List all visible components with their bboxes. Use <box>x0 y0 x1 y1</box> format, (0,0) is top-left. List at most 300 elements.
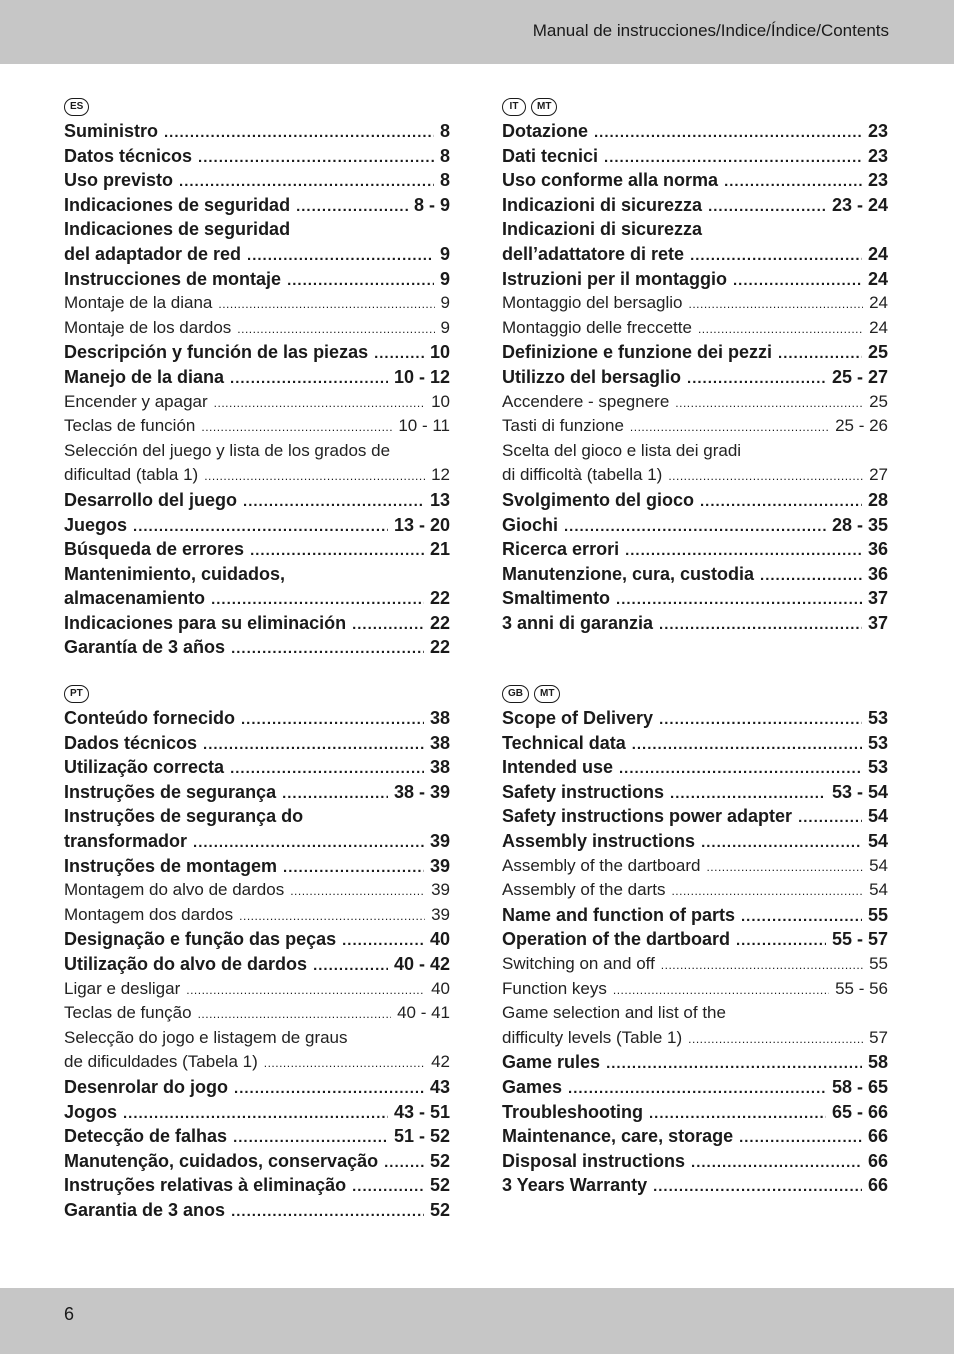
toc-entry <box>502 217 888 242</box>
toc-entry-page: 10 - 12 <box>393 366 450 387</box>
toc-entry-title: Dati tecnici <box>502 145 599 166</box>
toc-entry <box>502 1026 888 1051</box>
toc-entry-title: Montaggio delle freccette <box>502 317 692 337</box>
toc-entry <box>64 390 450 415</box>
toc-entry-page: 58 - 65 <box>831 1076 888 1097</box>
toc-entry-leader <box>231 637 424 660</box>
toc-entry-page: 65 - 66 <box>831 1101 888 1122</box>
toc-entry-leader <box>237 317 434 341</box>
toc-section-es <box>64 95 450 660</box>
toc-entry-title: Function keys <box>502 978 607 998</box>
toc-entry-leader <box>204 464 425 488</box>
toc-entry <box>502 804 888 829</box>
toc-entry-title: dell’adattatore di rete <box>502 243 685 264</box>
toc-entry-page: 54 <box>867 806 888 827</box>
toc-entry-leader <box>290 879 425 903</box>
toc-entry-title: Accendere - spegnere <box>502 391 670 411</box>
toc-entry <box>64 1100 450 1125</box>
toc-entry-title: Manutenção, cuidados, conservação <box>64 1150 379 1171</box>
toc-entry-page: 23 <box>867 121 888 141</box>
toc-entry-page: 58 <box>867 1052 888 1073</box>
toc-entry-leader <box>671 879 863 903</box>
toc-entry-page: 25 - 27 <box>831 366 888 387</box>
toc-entry-leader <box>736 929 826 952</box>
toc-entry-leader <box>689 292 864 316</box>
toc-entry-leader <box>760 564 862 587</box>
toc-entry-page: 8 - 9 <box>413 194 450 215</box>
toc-entry-title: Desarrollo del juego <box>64 489 238 510</box>
toc-entry-page: 22 <box>429 588 450 609</box>
toc-entry-title: de dificuldades (Tabela 1) <box>64 1052 258 1072</box>
toc-entry-page: 23 <box>867 145 888 166</box>
toc-entry-page: 10 - 11 <box>398 416 450 436</box>
toc-entry-leader <box>659 613 862 636</box>
toc-entry <box>64 340 450 365</box>
toc-entry-title: Game selection and list of the <box>502 1003 726 1023</box>
toc-entry-leader <box>283 856 424 879</box>
toc-entry <box>502 340 888 365</box>
toc-entry-title: Datos técnicos <box>64 145 193 166</box>
toc-entry-page: 28 <box>867 489 888 510</box>
toc-entry <box>502 780 888 805</box>
language-badge: MT <box>531 98 557 116</box>
toc-entry <box>64 977 450 1002</box>
toc-entry-page: 53 <box>867 757 888 778</box>
toc-entry-title: Istruzioni per il montaggio <box>502 268 727 289</box>
toc-entry-page: 55 - 56 <box>835 978 888 998</box>
toc-entry <box>64 119 450 144</box>
toc-entry <box>64 611 450 636</box>
toc-entry-leader <box>352 1175 424 1198</box>
toc-entry-page: 36 <box>867 539 888 560</box>
toc-entry-page: 10 <box>431 391 450 411</box>
toc-entry-leader <box>632 733 862 756</box>
toc-entry <box>64 242 450 267</box>
toc-entry-leader <box>264 1051 425 1075</box>
toc-entry-page: 23 <box>867 170 888 191</box>
toc-entry <box>502 267 888 292</box>
toc-entry-leader <box>690 244 862 267</box>
toc-entry-page: 23 - 24 <box>831 194 888 215</box>
toc-entry-title: Instrucciones de montaje <box>64 268 282 289</box>
toc-entry-title: Disposal instructions <box>502 1150 686 1171</box>
toc-entry <box>64 952 450 977</box>
toc-entry-leader <box>706 855 863 879</box>
toc-entry-title: Conteúdo fornecido <box>64 708 235 728</box>
toc-entry-leader <box>675 391 863 415</box>
toc-section-gb <box>502 682 888 1198</box>
toc-entry <box>502 586 888 611</box>
toc-entry-title: Garantía de 3 años <box>64 637 226 658</box>
toc-entry-page: 22 <box>429 637 450 658</box>
toc-entry-title: Troubleshooting <box>502 1101 643 1122</box>
toc-entry-title: Dotazione <box>502 121 589 141</box>
toc-entry-leader <box>724 170 862 193</box>
toc-entry-page: 66 <box>867 1150 888 1171</box>
toc-entry-leader <box>231 1200 424 1223</box>
toc-entry-title: Juegos <box>64 514 128 535</box>
toc-entry-leader <box>708 195 826 218</box>
toc-entry-title: Teclas de función <box>64 416 196 436</box>
toc-entry-title: di difficoltà (tabella 1) <box>502 465 663 485</box>
toc-entry-page: 40 - 41 <box>397 1003 450 1023</box>
toc-entry-leader <box>198 146 434 169</box>
toc-entry-title: Safety instructions power adapter <box>502 806 793 827</box>
toc-entry-title: Montaje de la diana <box>64 293 213 313</box>
toc-entry-title: transformador <box>64 830 188 851</box>
toc-entry-title: Operation of the dartboard <box>502 929 731 950</box>
toc-entry-page: 39 <box>431 880 450 900</box>
toc-entry <box>64 168 450 193</box>
toc-entry-leader <box>282 782 388 805</box>
toc-entry <box>64 586 450 611</box>
toc-entry-leader <box>741 905 862 928</box>
toc-entry-leader <box>193 831 424 854</box>
toc-entry <box>64 217 450 242</box>
toc-entry-leader <box>604 146 862 169</box>
toc-entry-page: 9 <box>440 293 450 313</box>
toc-entry-leader <box>250 539 424 562</box>
toc-entry-page: 38 <box>429 757 450 778</box>
toc-entry-page: 53 <box>867 732 888 753</box>
language-badge: PT <box>64 685 89 703</box>
toc-entry <box>64 463 450 488</box>
toc-entry-leader <box>625 539 862 562</box>
toc-entry <box>64 878 450 903</box>
toc-entry <box>502 168 888 193</box>
toc-entry-title: Utilizzo del bersaglio <box>502 366 682 387</box>
toc-entry <box>502 1173 888 1198</box>
toc-entry-leader <box>203 733 424 756</box>
toc-entry-leader <box>564 515 826 538</box>
toc-entry-leader <box>201 415 392 439</box>
toc-entry-page: 38 <box>429 708 450 728</box>
toc-entry-title: Ligar e desligar <box>64 978 181 998</box>
toc-entry-leader <box>123 1102 388 1125</box>
toc-entry-title: Technical data <box>502 732 626 753</box>
toc-entry <box>502 414 888 439</box>
toc-entry-title: Descripción y función de las piezas <box>64 342 369 363</box>
language-badge: MT <box>534 685 560 703</box>
toc-entry <box>64 1050 450 1075</box>
toc-entry <box>64 829 450 854</box>
toc-entry-page: 40 <box>431 978 450 998</box>
toc-entry-leader <box>296 195 408 218</box>
toc-entry-page: 36 <box>867 563 888 584</box>
toc-entry <box>502 513 888 538</box>
toc-entry-title: Games <box>502 1076 563 1097</box>
toc-entry-title: Mantenimiento, cuidados, <box>64 563 286 584</box>
toc-entry <box>502 537 888 562</box>
toc-entry-leader <box>739 1126 862 1149</box>
footer-bar <box>0 1288 954 1354</box>
toc-section-pt <box>64 682 450 1222</box>
toc-entry-title: Assembly of the darts <box>502 880 666 900</box>
toc-entry-title: Montaje de los dardos <box>64 317 232 337</box>
toc-entry-page: 13 - 20 <box>393 514 450 535</box>
toc-entry-page: 25 - 26 <box>835 416 888 436</box>
toc-entry <box>64 537 450 562</box>
toc-entry-page: 57 <box>869 1027 888 1047</box>
toc-entry-page: 54 <box>869 880 888 900</box>
toc-entry-title: del adaptador de red <box>64 243 242 264</box>
toc-entry-leader <box>230 367 388 390</box>
toc-entry-title: Uso previsto <box>64 170 174 191</box>
toc-entry-leader <box>214 391 425 415</box>
language-badges <box>64 682 450 706</box>
toc-entry <box>64 562 450 587</box>
toc-entry-title: Maintenance, care, storage <box>502 1126 734 1147</box>
toc-entry <box>502 119 888 144</box>
toc-entry-leader <box>241 708 424 731</box>
toc-entry-page: 24 <box>869 317 888 337</box>
toc-entry-leader <box>659 708 862 731</box>
toc-entry-leader <box>198 1002 391 1026</box>
toc-entry <box>64 755 450 780</box>
toc-entry-title: Assembly instructions <box>502 830 696 851</box>
toc-entry <box>502 390 888 415</box>
toc-entry-page: 9 <box>440 317 450 337</box>
toc-entry <box>502 706 888 731</box>
toc-entry-leader <box>661 953 863 977</box>
toc-entry-page: 24 <box>867 268 888 289</box>
toc-entry-leader <box>798 806 862 829</box>
toc-entry-page: 53 <box>867 708 888 728</box>
toc-entry-title: Intended use <box>502 757 614 778</box>
toc-entry-leader <box>313 954 388 977</box>
toc-entry-title: Game rules <box>502 1052 601 1073</box>
language-badges <box>502 95 888 119</box>
toc-entry-title: Selecção do jogo e listagem de graus <box>64 1027 348 1047</box>
toc-entry-leader <box>133 515 388 538</box>
toc-entry <box>64 1173 450 1198</box>
toc-entry-leader <box>594 121 862 144</box>
toc-entry <box>502 488 888 513</box>
toc-entry-leader <box>619 757 862 780</box>
toc-entry-leader <box>384 1151 424 1174</box>
toc-entry-leader <box>700 490 862 513</box>
toc-entry <box>64 927 450 952</box>
toc-entry-title: Selección del juego y lista de los grados de <box>64 440 391 460</box>
toc-entry-leader <box>230 757 424 780</box>
toc-entry-title: Utilização do alvo de dardos <box>64 953 308 974</box>
toc-entry <box>64 1124 450 1149</box>
toc-entry-title: Indicazioni di sicurezza <box>502 219 703 240</box>
toc-entry-leader <box>670 782 826 805</box>
toc-entry <box>64 316 450 341</box>
toc-entry-title: Manejo de la diana <box>64 366 225 387</box>
toc-entry-title: Uso conforme alla norma <box>502 170 719 191</box>
toc-entry-page: 28 - 35 <box>831 514 888 535</box>
toc-entry <box>64 1198 450 1223</box>
toc-entry-page: 13 <box>429 489 450 510</box>
toc-entry-title: Name and function of parts <box>502 904 736 925</box>
toc-entry <box>64 291 450 316</box>
toc-entry <box>502 562 888 587</box>
toc-entry <box>502 1050 888 1075</box>
toc-entry-title: Montaggio del bersaglio <box>502 293 683 313</box>
toc-entry-title: Montagem do alvo de dardos <box>64 880 285 900</box>
toc-entry <box>502 611 888 636</box>
toc-entry-leader <box>701 831 862 854</box>
toc-entry-page: 37 <box>867 612 888 633</box>
toc-entry-page: 21 <box>429 539 450 560</box>
toc-entry-leader <box>186 978 425 1002</box>
toc-entry <box>64 731 450 756</box>
toc-entry <box>502 952 888 977</box>
toc-entry-leader <box>616 588 862 611</box>
toc-entry <box>502 463 888 488</box>
toc-entry-page: 25 <box>869 391 888 411</box>
toc-entry <box>64 635 450 660</box>
toc-entry-title: Detecção de falhas <box>64 1126 228 1147</box>
toc-entry-leader <box>218 292 434 316</box>
toc-entry-page: 66 <box>867 1175 888 1196</box>
toc-entry-title: Suministro <box>64 121 159 141</box>
toc-entry-page: 52 <box>429 1175 450 1196</box>
toc-entry <box>502 144 888 169</box>
page-number: 6 <box>64 1304 75 1324</box>
toc-entry-title: 3 Years Warranty <box>502 1175 648 1196</box>
toc-entry-page: 37 <box>867 588 888 609</box>
toc-entry <box>502 242 888 267</box>
toc-entry-page: 38 <box>429 732 450 753</box>
toc-entry-page: 9 <box>439 243 450 264</box>
toc-entry-title: Instruções de segurança do <box>64 806 304 827</box>
toc-entry <box>502 291 888 316</box>
toc-entry-title: Svolgimento del gioco <box>502 489 695 510</box>
toc-entry <box>502 1149 888 1174</box>
toc-entry-title: Indicaciones de seguridad <box>64 194 291 215</box>
toc-entry-title: 3 anni di garanzia <box>502 612 654 633</box>
toc-entry-title: Utilização correcta <box>64 757 225 778</box>
toc-entry-leader <box>691 1151 862 1174</box>
toc-entry-leader <box>247 244 434 267</box>
toc-entry <box>502 1100 888 1125</box>
toc-entry-title: Dados técnicos <box>64 732 198 753</box>
toc-entry <box>502 193 888 218</box>
toc-entry-leader <box>630 415 829 439</box>
toc-entry <box>64 780 450 805</box>
toc-entry <box>64 267 450 292</box>
toc-entry-leader <box>688 1027 863 1051</box>
toc-entry-leader <box>653 1175 862 1198</box>
toc-entry <box>502 927 888 952</box>
toc-entry-page: 55 <box>869 953 888 973</box>
toc-entry-page: 40 <box>429 929 450 950</box>
toc-entry-page: 66 <box>867 1126 888 1147</box>
toc-entry-title: Garantia de 3 anos <box>64 1199 226 1220</box>
toc-entry-page: 8 <box>439 121 450 141</box>
toc-entry-leader <box>778 342 862 365</box>
toc-entry-page: 54 <box>869 855 888 875</box>
toc-entry-page: 9 <box>439 268 450 289</box>
language-badge: IT <box>502 98 526 116</box>
toc-entry-title: Definizione e funzione dei pezzi <box>502 342 773 363</box>
toc-entry-leader <box>568 1077 826 1100</box>
toc-entry-title: Assembly of the dartboard <box>502 855 701 875</box>
toc-entry <box>64 439 450 464</box>
toc-entry-title: Safety instructions <box>502 781 665 802</box>
header-title: Manual de instrucciones/Indice/Índice/Contents <box>532 21 889 40</box>
toc-entry-page: 42 <box>431 1052 450 1072</box>
toc-entry-page: 8 <box>439 170 450 191</box>
toc-entry <box>502 316 888 341</box>
toc-entry-title: Búsqueda de errores <box>64 539 245 560</box>
toc-entry-page: 22 <box>429 612 450 633</box>
toc-entry-page: 39 <box>431 904 450 924</box>
toc-entry-title: Manutenzione, cura, custodia <box>502 563 755 584</box>
toc-entry-leader <box>211 588 424 611</box>
toc-entry-page: 55 <box>867 904 888 925</box>
toc-entry <box>502 903 888 928</box>
toc-entry-page: 43 <box>429 1076 450 1097</box>
language-badges <box>64 95 450 119</box>
language-badge: ES <box>64 98 89 116</box>
toc-entry-page: 43 - 51 <box>393 1101 450 1122</box>
toc-entry-title: Indicaciones para su eliminación <box>64 612 347 633</box>
toc-entry-page: 39 <box>429 855 450 876</box>
toc-entry-leader <box>243 490 424 513</box>
toc-entry-title: Smaltimento <box>502 588 611 609</box>
toc-entry-page: 10 <box>429 342 450 363</box>
toc-entry <box>64 706 450 731</box>
toc-entry-title: Montagem dos dardos <box>64 904 234 924</box>
toc-entry-leader <box>733 269 862 292</box>
toc-entry <box>502 1001 888 1026</box>
toc-entry-page: 52 <box>429 1199 450 1220</box>
toc-entry-page: 53 - 54 <box>831 781 888 802</box>
toc-entry-title: Switching on and off <box>502 953 655 973</box>
toc-entry <box>502 878 888 903</box>
toc-entry <box>502 755 888 780</box>
toc-entry-title: difficulty levels (Table 1) <box>502 1027 683 1047</box>
toc-entry <box>502 365 888 390</box>
toc-entry <box>64 488 450 513</box>
toc-entry-title: Instruções relativas à eliminação <box>64 1175 347 1196</box>
toc-entry <box>64 193 450 218</box>
toc-entry <box>64 144 450 169</box>
toc-entry-leader <box>342 929 424 952</box>
toc-entry-title: Scelta del gioco e lista dei gradi <box>502 440 742 460</box>
toc-entry-leader <box>698 317 863 341</box>
toc-entry-leader <box>613 978 829 1002</box>
toc-entry <box>64 1149 450 1174</box>
toc-entry-title: Desenrolar do jogo <box>64 1076 229 1097</box>
toc-entry-leader <box>668 464 863 488</box>
toc-entry <box>502 1124 888 1149</box>
toc-entry-title: Designação e função das peças <box>64 929 337 950</box>
toc-entry-page: 25 <box>867 342 888 363</box>
toc-entry-leader <box>164 121 434 144</box>
toc-entry <box>64 804 450 829</box>
toc-entry-title: Encender y apagar <box>64 391 208 411</box>
toc-entry-page: 51 - 52 <box>393 1126 450 1147</box>
toc-entry-page: 54 <box>867 830 888 851</box>
toc-entry-leader <box>606 1052 862 1075</box>
toc-entry-page: 24 <box>869 293 888 313</box>
toc-entry-title: Indicaciones de seguridad <box>64 219 291 240</box>
toc-entry-leader <box>352 613 424 636</box>
toc-entry <box>64 1075 450 1100</box>
toc-entry-leader <box>687 367 826 390</box>
toc-entry-title: Giochi <box>502 514 559 535</box>
toc-entry <box>502 1075 888 1100</box>
toc-entry <box>64 903 450 928</box>
toc-entry-title: Jogos <box>64 1101 118 1122</box>
toc-entry-leader <box>179 170 434 193</box>
toc-entry <box>502 439 888 464</box>
